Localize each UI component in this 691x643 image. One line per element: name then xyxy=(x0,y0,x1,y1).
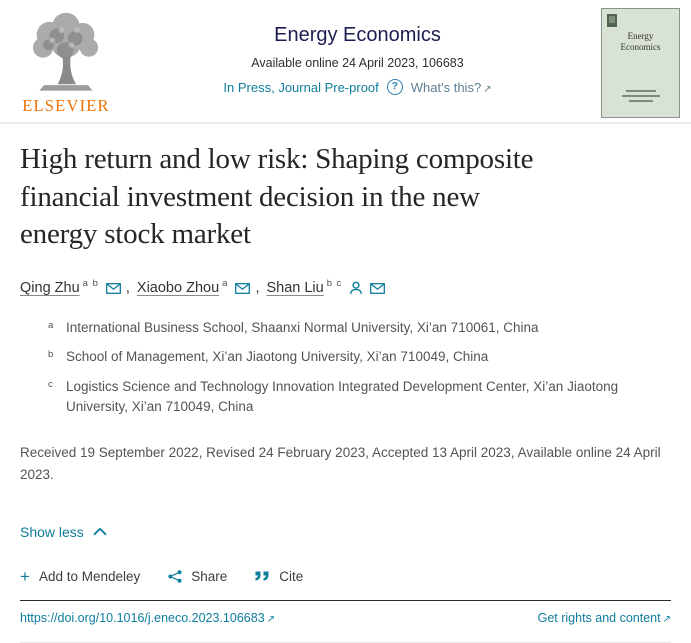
quote-icon xyxy=(255,571,270,582)
author-separator: , xyxy=(125,280,130,297)
article-content xyxy=(0,141,691,643)
plus-icon: + xyxy=(20,566,30,586)
cover-title: Energy Economics xyxy=(620,31,661,53)
affiliations-list xyxy=(48,318,671,417)
show-less-link[interactable]: Show less xyxy=(20,524,107,540)
affiliation-superscript: c xyxy=(48,378,53,390)
cover-emblem-icon xyxy=(607,14,617,27)
chevron-up-icon xyxy=(93,527,107,536)
header-divider xyxy=(0,122,691,124)
affiliation-text: Logistics Science and Technology Innovation Integrated Development Center, Xi’an Jiaotong University, Xi’an 710049, China xyxy=(66,378,619,414)
cover-fine-print xyxy=(602,90,679,102)
question-icon[interactable]: ? xyxy=(387,79,403,95)
availability-text: Available online 24 April 2023, 106683 xyxy=(251,56,464,70)
affiliation-text: International Business School, Shaanxi Normal University, Xi’an 710061, China xyxy=(66,320,539,336)
rights-link[interactable]: Get rights and content ↗ xyxy=(537,610,671,625)
affiliation-superscript: a xyxy=(48,320,54,332)
status-row xyxy=(118,79,597,95)
affiliation-item xyxy=(48,347,671,367)
external-link-arrow-icon: ↗ xyxy=(266,613,276,625)
envelope-icon[interactable] xyxy=(235,283,250,294)
journal-banner xyxy=(0,0,691,122)
share-icon xyxy=(168,570,182,583)
footer-links xyxy=(20,601,671,625)
author-superscript: a b xyxy=(82,277,99,289)
article-title: High return and low risk: Shaping composite financial investment decision in the new energy stock market xyxy=(20,143,534,251)
envelope-icon[interactable] xyxy=(106,283,121,294)
affiliation-item xyxy=(48,318,671,338)
author-link[interactable]: Shan Liu xyxy=(266,280,324,297)
journal-title-link[interactable]: Energy Economics xyxy=(274,24,441,46)
author-separator: , xyxy=(255,280,260,297)
elsevier-logo[interactable] xyxy=(14,8,118,116)
affiliation-item xyxy=(48,377,671,418)
cite-button[interactable]: Cite xyxy=(255,569,303,584)
authors-row xyxy=(20,277,671,297)
author-link[interactable]: Xiaobo Zhou xyxy=(136,280,220,297)
dates-text: Received 19 September 2022, Revised 24 February 2023, Accepted 13 April 2023, Available online 24 April 2023. xyxy=(20,445,661,483)
external-link-arrow-icon: ↗ xyxy=(483,83,492,95)
author-superscript: a xyxy=(222,277,229,289)
affiliation-superscript: b xyxy=(48,349,54,361)
share-button[interactable]: Share xyxy=(168,569,227,584)
author-profile-icon[interactable] xyxy=(349,281,363,295)
journal-info xyxy=(118,8,597,95)
elsevier-wordmark: ELSEVIER xyxy=(22,96,110,115)
whats-this-link[interactable]: What's this? ↗ xyxy=(410,79,492,95)
author-link[interactable]: Qing Zhu xyxy=(20,280,80,297)
in-press-status-link[interactable]: In Press, Journal Pre-proof xyxy=(223,79,379,95)
author-superscript: b c xyxy=(326,277,343,289)
actions-toolbar xyxy=(20,568,671,585)
affiliation-text: School of Management, Xi’an Jiaotong University, Xi’an 710049, China xyxy=(66,349,489,365)
envelope-icon[interactable] xyxy=(370,283,385,294)
journal-cover-thumbnail[interactable] xyxy=(601,8,680,118)
journal-cover-wrap xyxy=(601,8,680,118)
elsevier-tree-icon xyxy=(22,10,110,98)
external-link-arrow-icon: ↗ xyxy=(662,613,671,625)
add-to-mendeley-button[interactable]: + Add to Mendeley xyxy=(20,566,141,586)
doi-link[interactable]: https://doi.org/10.1016/j.eneco.2023.106683 ↗ xyxy=(20,610,276,625)
